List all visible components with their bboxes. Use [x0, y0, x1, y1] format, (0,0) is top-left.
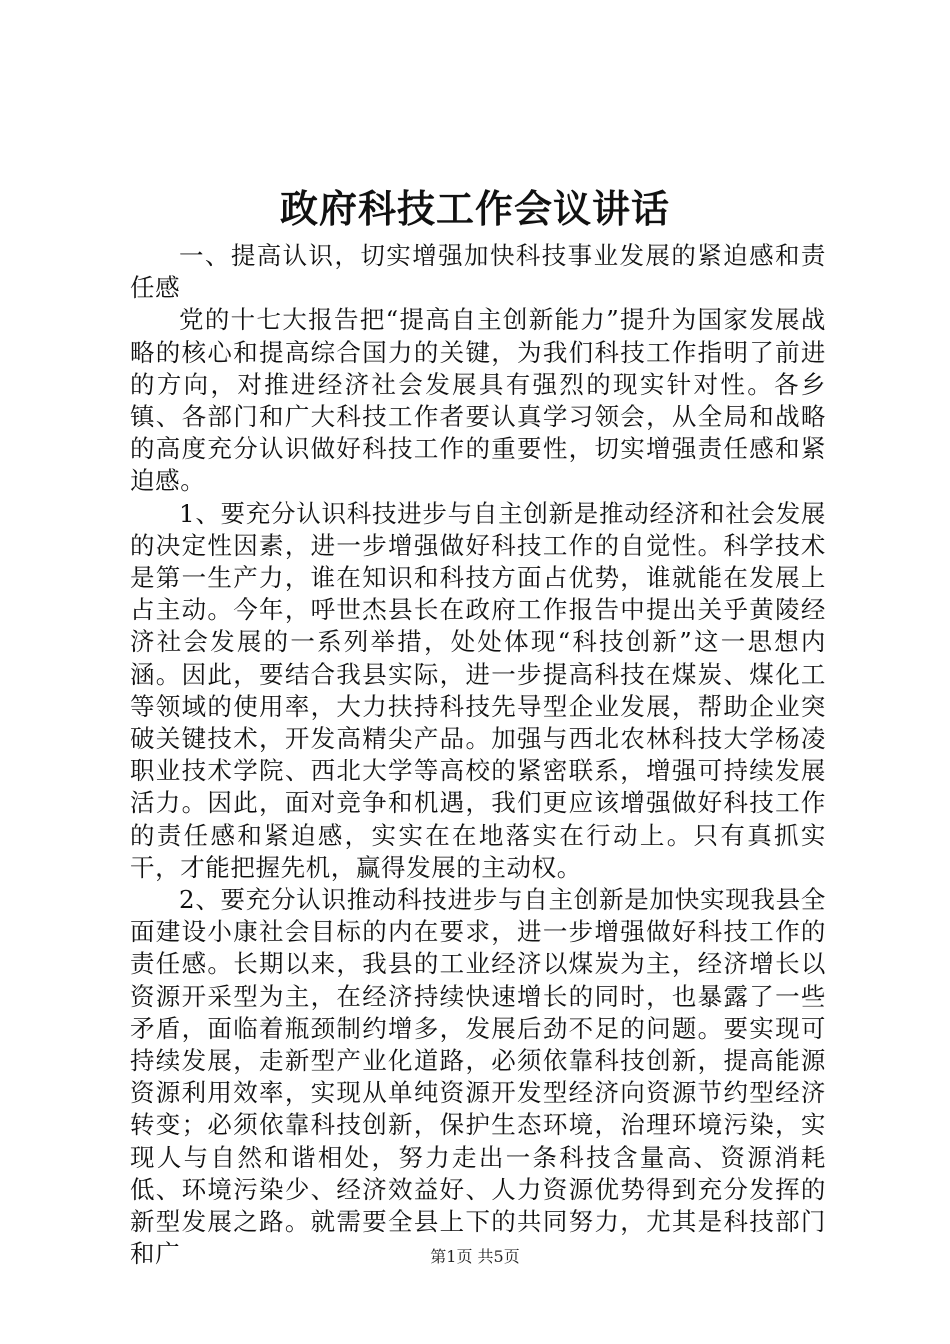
- body-paragraph: 1、要充分认识科技进步与自主创新是推动经济和社会发展的决定性因素，进一步增强做好科技工作的自觉性。科学技术是第一生产力，谁在知识和科技方面占优势，谁就能在发展上占主动。今年，呼世杰县长在政府工作报告中提出关乎黄陵经济社会发展的一系列举措，处处体现“科技创新”这一思想内涵。因此，要结合我县实际，进一步提高科技在煤炭、煤化工等领域的使用率，大力扶持科技先导型企业发展，帮助企业突破关键技术，开发高精尖产品。加强与西北农林科技大学杨凌职业技术学院、西北大学等高校的紧密联系，增强可持续发展活力。因此，面对竞争和机遇，我们更应该增强做好科技工作的责任感和紧迫感，实实在在地落实在行动上。只有真抓实干，才能把握先机，赢得发展的主动权。: [130, 498, 826, 882]
- section-heading: 一、提高认识，切实增强加快科技事业发展的紧迫感和责任感: [130, 241, 826, 303]
- document-body: [130, 240, 826, 1271]
- page-footer: 第1页 共5页: [430, 1247, 520, 1266]
- body-paragraph: 2、要充分认识推动科技进步与自主创新是加快实现我县全面建设小康社会目标的内在要求，进一步增强做好科技工作的责任感。长期以来，我县的工业经济以煤炭为主，经济增长以资源开采型为主，在经济持续快速增长的同时，也暴露了一些矛盾，面临着瓶颈制约增多，发展后劲不足的问题。要实现可持续发展，走新型产业化道路，必须依靠科技创新，提高能源资源利用效率，实现从单纯资源开发型经济向资源节约型经济转变；必须依靠科技创新，保护生态环境，治理环境污染，实现人与自然和谐相处，努力走出一条科技含量高、资源消耗低、环境污染少、经济效益好、人力资源优势得到充分发挥的新型发展之路。就需要全县上下的共同努力，尤其是科技部门和广: [130, 885, 826, 1269]
- body-paragraph: 党的十七大报告把“提高自主创新能力”提升为国家发展战略的核心和提高综合国力的关键，为我们科技工作指明了前进的方向，对推进经济社会发展具有强烈的现实针对性。各乡镇、各部门和广大科技工作者要认真学习领会，从全局和战略的高度充分认识做好科技工作的重要性，切实增强责任感和紧迫感。: [130, 305, 826, 496]
- page-title: 政府科技工作会议讲话: [279, 186, 670, 231]
